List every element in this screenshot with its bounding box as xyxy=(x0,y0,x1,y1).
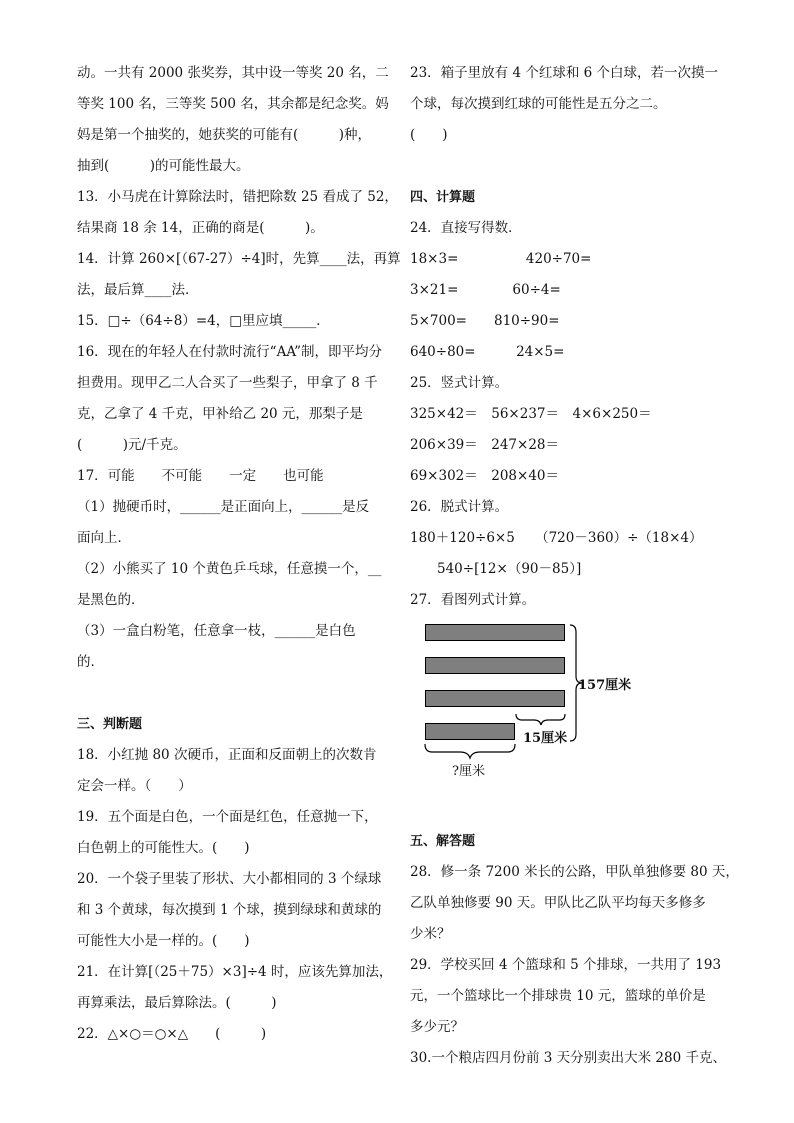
text-line: ( ) xyxy=(410,127,448,143)
text-line: 16．现在的年轻人在付款时流行“AA”制，即平均分 xyxy=(77,344,382,360)
text-line: 元，一个篮球比一个排球贵 10 元，篮球的单价是 xyxy=(410,988,706,1004)
text-line: 27．看图列式计算。 xyxy=(410,592,536,608)
left-column xyxy=(77,58,401,1050)
text-line: 20．一个袋子里装了形状、大小都相同的 3 个绿球 xyxy=(77,871,382,887)
text-line: 180＋120÷6×5 （720－360）÷（18×4） xyxy=(410,530,703,546)
text-line: 3×21= 60÷4= xyxy=(410,282,561,298)
text-line: 28．修一条 7200 米长的公路，甲队单独修要 80 天， xyxy=(410,864,739,880)
text-line: 再算乘法，最后算除法。( ) xyxy=(77,995,277,1011)
bar-diagram xyxy=(410,624,650,784)
text-line: （1）抛硬币时，______是正面向上，______是反 xyxy=(77,499,370,515)
text-line: 18×3= 420÷70= xyxy=(410,251,592,267)
left-column-lines xyxy=(77,58,401,678)
text-line: 定会一样。（ ） xyxy=(77,778,192,794)
text-line: 13．小马虎在计算除法时，错把除数 25 看成了 52， xyxy=(77,189,398,205)
section-heading-word-problems: 五、解答题 xyxy=(410,834,476,849)
text-line: 是黑色的． xyxy=(77,592,145,608)
text-line: 克，乙拿了 4 千克，甲补给乙 20 元，那梨子是 xyxy=(77,406,363,422)
text-line: 25．竖式计算。 xyxy=(410,375,509,391)
text-line: 个球，每次摸到红球的可能性是五分之二。 xyxy=(410,96,667,112)
spacer xyxy=(410,784,730,826)
text-line: 结果商 18 余 14，正确的商是( )。 xyxy=(77,220,324,236)
section3-lines xyxy=(77,740,393,1050)
text-line: 22．△×○＝○×△ ( ) xyxy=(77,1026,267,1042)
text-line: 29．学校买回 4 个篮球和 5 个排球，一共用了 193 xyxy=(410,957,722,973)
spacer xyxy=(77,678,387,709)
text-line: 动。一共有 2000 张奖券，其中设一等奖 20 名，二 xyxy=(77,65,389,81)
text-line: 和 3 个黄球，每次摸到 1 个球，摸到绿球和黄球的 xyxy=(77,902,382,918)
text-line: 18．小红抛 80 次硬币，正面和反面朝上的次数肯 xyxy=(77,747,377,763)
text-line: 17．可能 不可能 一定 也可能 xyxy=(77,468,324,484)
text-line: 19．五个面是白色，一个面是红色，任意抛一下， xyxy=(77,809,378,825)
text-line: 5×700= 810÷90= xyxy=(410,313,560,329)
section-heading-calculation: 四、计算题 xyxy=(410,190,476,205)
text-line: 抽到( )的可能性最大。 xyxy=(77,158,250,174)
total-length-label: 157厘米 xyxy=(578,678,632,693)
text-line: 24．直接写得数． xyxy=(410,220,522,236)
text-line: 14．计算 260×[（67-27）÷4]时，先算____法，再算 xyxy=(77,251,401,267)
text-line: 乙队单独修要 90 天。甲队比乙队平均每天多修多 xyxy=(410,895,706,911)
text-line: 15．□÷（64÷8）=4，□里应填_____． xyxy=(77,313,330,329)
text-line: 23．箱子里放有 4 个红球和 6 个白球，若一次摸一 xyxy=(410,65,719,81)
text-line: 的． xyxy=(77,654,104,670)
text-line: 21．在计算[（25＋75）×3]÷4 时，应该先算加法， xyxy=(77,964,393,980)
text-line: 30.一个粮店四月份前 3 天分别卖出大米 280 千克、 xyxy=(410,1050,726,1066)
text-line: 多少元？ xyxy=(410,1019,464,1035)
text-line: （2）小熊买了 10 个黄色乒乓球，任意摸一个，__ xyxy=(77,561,382,577)
brace-lines xyxy=(410,624,650,784)
text-line: 白色朝上的可能性大。( ) xyxy=(77,840,250,856)
text-line: 妈是第一个抽奖的，她获奖的可能有( )种， xyxy=(77,127,372,143)
text-line: 26．脱式计算。 xyxy=(410,499,509,515)
unknown-length-label: ?厘米 xyxy=(452,764,485,779)
right-column xyxy=(410,58,739,1074)
text-line: 可能性大小是一样的。( ) xyxy=(77,933,250,949)
text-line: 少米？ xyxy=(410,926,451,942)
spacer xyxy=(410,151,730,182)
section-heading-judgement: 三、判断题 xyxy=(77,717,143,732)
text-line: 206×39＝ 247×28＝ xyxy=(410,437,560,453)
text-line: （3）一盒白粉笔，任意拿一枝，______是白色 xyxy=(77,623,356,639)
text-line: ( )元/千克。 xyxy=(77,437,187,453)
text-line: 69×302＝ 208×40＝ xyxy=(410,468,560,484)
text-line: 担费用。现甲乙二人合买了一些梨子，甲拿了 8 千 xyxy=(77,375,378,391)
text-line: 等奖 100 名，三等奖 500 名，其余都是纪念奖。妈 xyxy=(77,96,389,112)
difference-label: 15厘米 xyxy=(523,731,568,746)
text-line: 法，最后算____法． xyxy=(77,282,199,298)
text-line: 325×42＝ 56×237＝ 4×6×250＝ xyxy=(410,406,652,422)
text-line: 540÷[12×（90－85）] xyxy=(410,561,582,577)
text-line: 640÷80= 24×5= xyxy=(410,344,565,360)
text-line: 面向上． xyxy=(77,530,131,546)
